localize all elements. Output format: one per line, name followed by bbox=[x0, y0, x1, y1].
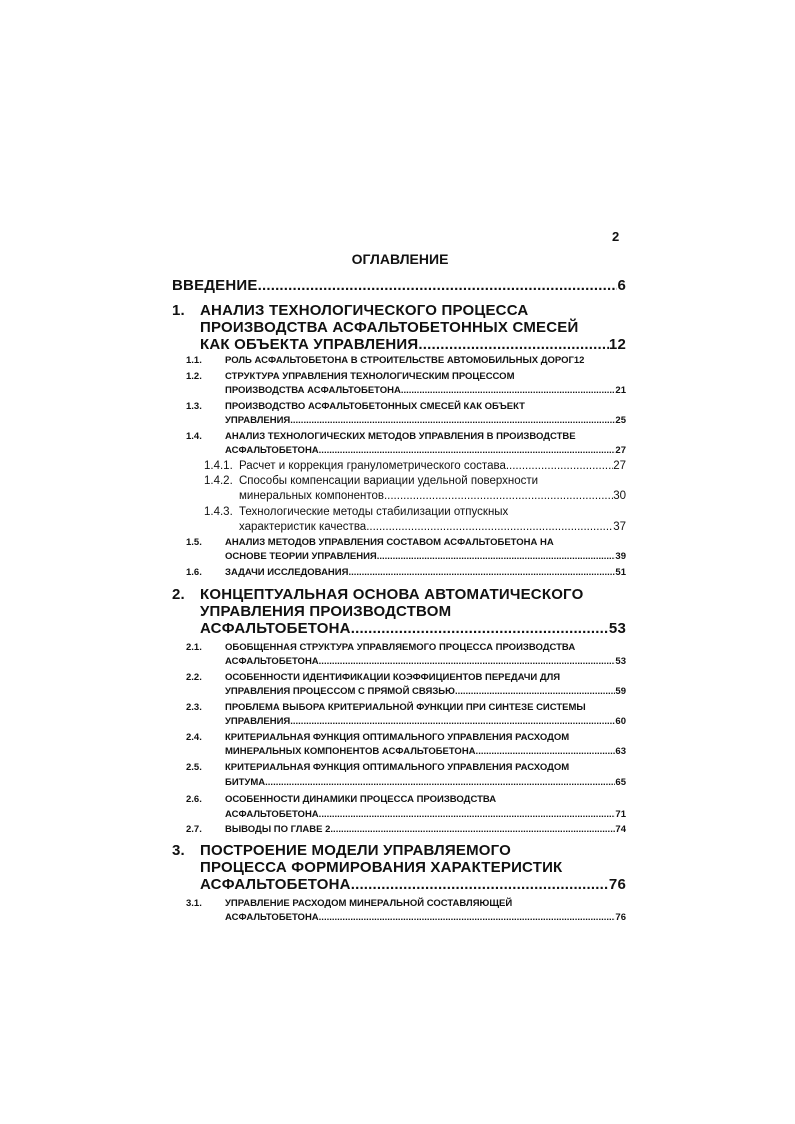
chapter-number: 1. bbox=[172, 302, 185, 319]
leader-dots bbox=[319, 655, 616, 668]
subsection-number: 1.4.1. bbox=[204, 460, 233, 472]
section-number: 1.5. bbox=[186, 537, 202, 548]
chapter-number: 2. bbox=[172, 586, 185, 603]
toc-page-number: 12 bbox=[573, 355, 585, 366]
chapter-title-line: КОНЦЕПТУАЛЬНАЯ ОСНОВА АВТОМАТИЧЕСКОГО bbox=[200, 586, 584, 603]
chapter-title-line: ПРОИЗВОДСТВА АСФАЛЬТОБЕТОННЫХ СМЕСЕЙ bbox=[200, 319, 579, 336]
section-number: 2.7. bbox=[186, 824, 202, 835]
chapter-title-line: КАК ОБЪЕКТА УПРАВЛЕНИЯ bbox=[200, 336, 419, 353]
section-title-line: ОСОБЕННОСТИ ИДЕНТИФИКАЦИИ КОЭФФИЦИЕНТОВ ПЕРЕДАЧИ ДЛЯ bbox=[225, 672, 561, 683]
toc-page-number: 76 bbox=[608, 876, 626, 893]
leader-dots bbox=[455, 685, 615, 698]
section-title-line: ОБОБЩЕННАЯ СТРУКТУРА УПРАВЛЯЕМОГО ПРОЦЕССА ПРОИЗВОДСТВА bbox=[225, 642, 576, 653]
toc-entry-1-1[interactable] bbox=[225, 354, 626, 367]
chapter-title-line: АСФАЛЬТОБЕТОНА bbox=[200, 620, 351, 637]
leader-dots bbox=[377, 550, 616, 563]
subsection-title-line: Технологические методы стабилизации отпускных bbox=[239, 506, 509, 518]
section-number: 2.1. bbox=[186, 642, 202, 653]
chapter-title-line: ПРОЦЕССА ФОРМИРОВАНИЯ ХАРАКТЕРИСТИК bbox=[200, 859, 563, 876]
toc-page-number: 25 bbox=[615, 415, 626, 426]
leader-dots bbox=[366, 520, 613, 534]
section-title-line: УПРАВЛЕНИЯ bbox=[225, 716, 291, 727]
toc-entry-1-6[interactable] bbox=[225, 566, 626, 579]
section-title: РОЛЬ АСФАЛЬТОБЕТОНА В СТРОИТЕЛЬСТВЕ АВТОМОБИЛЬНЫХ ДОРОГ bbox=[225, 355, 574, 366]
toc-entry-2-5[interactable] bbox=[225, 776, 626, 789]
toc-entry-2-6[interactable] bbox=[225, 808, 626, 821]
leader-dots bbox=[330, 823, 615, 836]
toc-page-number: 63 bbox=[615, 746, 626, 757]
section-title-line: АНАЛИЗ ТЕХНОЛОГИЧЕСКИХ МЕТОДОВ УПРАВЛЕНИЯ В ПРОИЗВОДСТВЕ bbox=[225, 431, 576, 442]
chapter-title-line: АСФАЛЬТОБЕТОНА bbox=[200, 876, 351, 893]
toc-entry-chapter-3[interactable] bbox=[200, 877, 626, 893]
leader-dots bbox=[351, 621, 609, 637]
section-number: 1.2. bbox=[186, 371, 202, 382]
section-title-line: УПРАВЛЕНИЕ РАСХОДОМ МИНЕРАЛЬНОЙ СОСТАВЛЯЮЩЕЙ bbox=[225, 898, 513, 909]
leader-dots bbox=[401, 384, 616, 397]
chapter-title-line: ПОСТРОЕНИЕ МОДЕЛИ УПРАВЛЯЕМОГО bbox=[200, 842, 512, 859]
section-number: 2.2. bbox=[186, 672, 202, 683]
leader-dots bbox=[506, 459, 613, 473]
toc-page-number: 59 bbox=[615, 686, 626, 697]
toc-page-number: 65 bbox=[615, 777, 626, 788]
toc-entry-1-5[interactable] bbox=[225, 550, 626, 563]
section-title-line: АСФАЛЬТОБЕТОНА bbox=[225, 445, 319, 456]
section-title-line: АНАЛИЗ МЕТОДОВ УПРАВЛЕНИЯ СОСТАВОМ АСФАЛЬТОБЕТОНА НА bbox=[225, 537, 554, 548]
toc-page-number: 51 bbox=[615, 567, 626, 578]
toc-page-number: 6 bbox=[617, 277, 626, 294]
leader-dots bbox=[258, 278, 618, 294]
toc-entry-1-3[interactable] bbox=[225, 414, 626, 427]
toc-page-number: 76 bbox=[615, 912, 626, 923]
toc-entry-1-4-3[interactable] bbox=[239, 520, 626, 534]
leader-dots bbox=[290, 715, 615, 728]
leader-dots bbox=[321, 808, 615, 821]
page-title: ОГЛАВЛЕНИЕ bbox=[351, 251, 449, 267]
subsection-title-line: минеральных компонентов bbox=[239, 490, 384, 502]
section-number: 1.1. bbox=[186, 355, 202, 366]
toc-page-number: 37 bbox=[613, 521, 626, 533]
chapter-title-line: АНАЛИЗ ТЕХНОЛОГИЧЕСКОГО ПРОЦЕССА bbox=[200, 302, 529, 319]
toc-entry-1-4[interactable] bbox=[225, 444, 626, 457]
toc-page-number: 71 bbox=[615, 809, 626, 820]
leader-dots bbox=[265, 776, 615, 789]
section-title-line: МИНЕРАЛЬНЫХ КОМПОНЕНТОВ АСФАЛЬТОБЕТОНА. bbox=[225, 746, 479, 757]
leader-dots bbox=[290, 414, 615, 427]
section-number: 2.4. bbox=[186, 732, 202, 743]
section-number: 1.3. bbox=[186, 401, 202, 412]
section-title-line: СТРУКТУРА УПРАВЛЕНИЯ ТЕХНОЛОГИЧЕСКИМ ПРОЦЕССОМ bbox=[225, 371, 515, 382]
toc-page-number: 12 bbox=[608, 336, 626, 353]
section-title-line: АСФАЛЬТОБЕТОНА bbox=[225, 656, 319, 667]
toc-page-number: 27 bbox=[613, 460, 626, 472]
section-title-line: АСФАЛЬТОБЕТОНА bbox=[225, 912, 319, 923]
toc-entry-1-4-2[interactable] bbox=[239, 489, 626, 503]
section-title-line: АСФАЛЬТОБЕТОНА. bbox=[225, 809, 322, 820]
toc-entry-chapter-2[interactable] bbox=[200, 621, 626, 637]
toc-entry-2-7[interactable] bbox=[225, 823, 626, 836]
toc-page-number: 27 bbox=[615, 445, 626, 456]
leader-dots bbox=[351, 877, 609, 893]
leader-dots bbox=[418, 337, 609, 353]
section-title-line: ОСНОВЕ ТЕОРИИ УПРАВЛЕНИЯ bbox=[225, 551, 377, 562]
toc-page-number: 53 bbox=[608, 620, 626, 637]
toc-entry-2-3[interactable] bbox=[225, 715, 626, 728]
section-number: 1.6. bbox=[186, 567, 202, 578]
leader-dots bbox=[384, 489, 613, 503]
leader-dots bbox=[348, 566, 615, 579]
section-number: 2.3. bbox=[186, 702, 202, 713]
toc-entry-1-4-1[interactable] bbox=[239, 459, 626, 473]
section-title-line: УПРАВЛЕНИЯ bbox=[225, 415, 291, 426]
toc-entry-intro[interactable] bbox=[172, 278, 626, 294]
section-title-line: ПРОИЗВОДСТВА АСФАЛЬТОБЕТОНА bbox=[225, 385, 401, 396]
toc-entry-text: ВВЕДЕНИЕ bbox=[172, 277, 258, 294]
toc-entry-chapter-1[interactable] bbox=[200, 337, 626, 353]
section-title-line: КРИТЕРИАЛЬНАЯ ФУНКЦИЯ ОПТИМАЛЬНОГО УПРАВЛЕНИЯ РАСХОДОМ bbox=[225, 732, 570, 743]
section-title: ВЫВОДЫ ПО ГЛАВЕ 2 bbox=[225, 824, 331, 835]
section-title: ЗАДАЧИ ИССЛЕДОВАНИЯ bbox=[225, 567, 349, 578]
subsection-title-line: Способы компенсации вариации удельной поверхности bbox=[239, 475, 539, 487]
toc-page-number: 60 bbox=[615, 716, 626, 727]
subsection-title-line: характеристик качества bbox=[239, 521, 367, 533]
section-number: 1.4. bbox=[186, 431, 202, 442]
chapter-title-line: УПРАВЛЕНИЯ ПРОИЗВОДСТВОМ bbox=[200, 603, 452, 620]
subsection-title: Расчет и коррекция гранулометрического состава bbox=[239, 460, 506, 472]
section-title-line: ПРОБЛЕМА ВЫБОРА КРИТЕРИАЛЬНОЙ ФУНКЦИИ ПРИ СИНТЕЗЕ СИСТЕМЫ bbox=[225, 702, 586, 713]
toc-page-number: 39 bbox=[615, 551, 626, 562]
toc-page-number: 30 bbox=[613, 490, 626, 502]
toc-entry-2-4[interactable] bbox=[225, 745, 626, 758]
leader-dots bbox=[319, 911, 616, 924]
leader-dots bbox=[319, 444, 616, 457]
toc-entry-1-2[interactable] bbox=[225, 384, 626, 397]
chapter-number: 3. bbox=[172, 842, 185, 859]
subsection-number: 1.4.3. bbox=[204, 506, 233, 518]
section-title-line: ПРОИЗВОДСТВО АСФАЛЬТОБЕТОННЫХ СМЕСЕЙ КАК ОБЪЕКТ bbox=[225, 401, 525, 412]
section-title-line: КРИТЕРИАЛЬНАЯ ФУНКЦИЯ ОПТИМАЛЬНОГО УПРАВЛЕНИЯ РАСХОДОМ bbox=[225, 762, 570, 773]
toc-entry-3-1[interactable] bbox=[225, 911, 626, 924]
toc-page-number: 74 bbox=[615, 824, 626, 835]
section-number: 2.6. bbox=[186, 794, 202, 805]
toc-page-number: 21 bbox=[615, 385, 626, 396]
page-number: 2 bbox=[612, 229, 620, 244]
toc-entry-2-1[interactable] bbox=[225, 655, 626, 668]
section-number: 3.1. bbox=[186, 898, 202, 909]
leader-dots bbox=[478, 745, 615, 758]
subsection-number: 1.4.2. bbox=[204, 475, 233, 487]
section-title-line: БИТУМА bbox=[225, 777, 266, 788]
section-title-line: ОСОБЕННОСТИ ДИНАМИКИ ПРОЦЕССА ПРОИЗВОДСТВА bbox=[225, 794, 497, 805]
toc-page-number: 53 bbox=[615, 656, 626, 667]
toc-entry-2-2[interactable] bbox=[225, 685, 626, 698]
section-title-line: УПРАВЛЕНИЯ ПРОЦЕССОМ С ПРЯМОЙ СВЯЗЬЮ bbox=[225, 686, 455, 697]
section-number: 2.5. bbox=[186, 762, 202, 773]
